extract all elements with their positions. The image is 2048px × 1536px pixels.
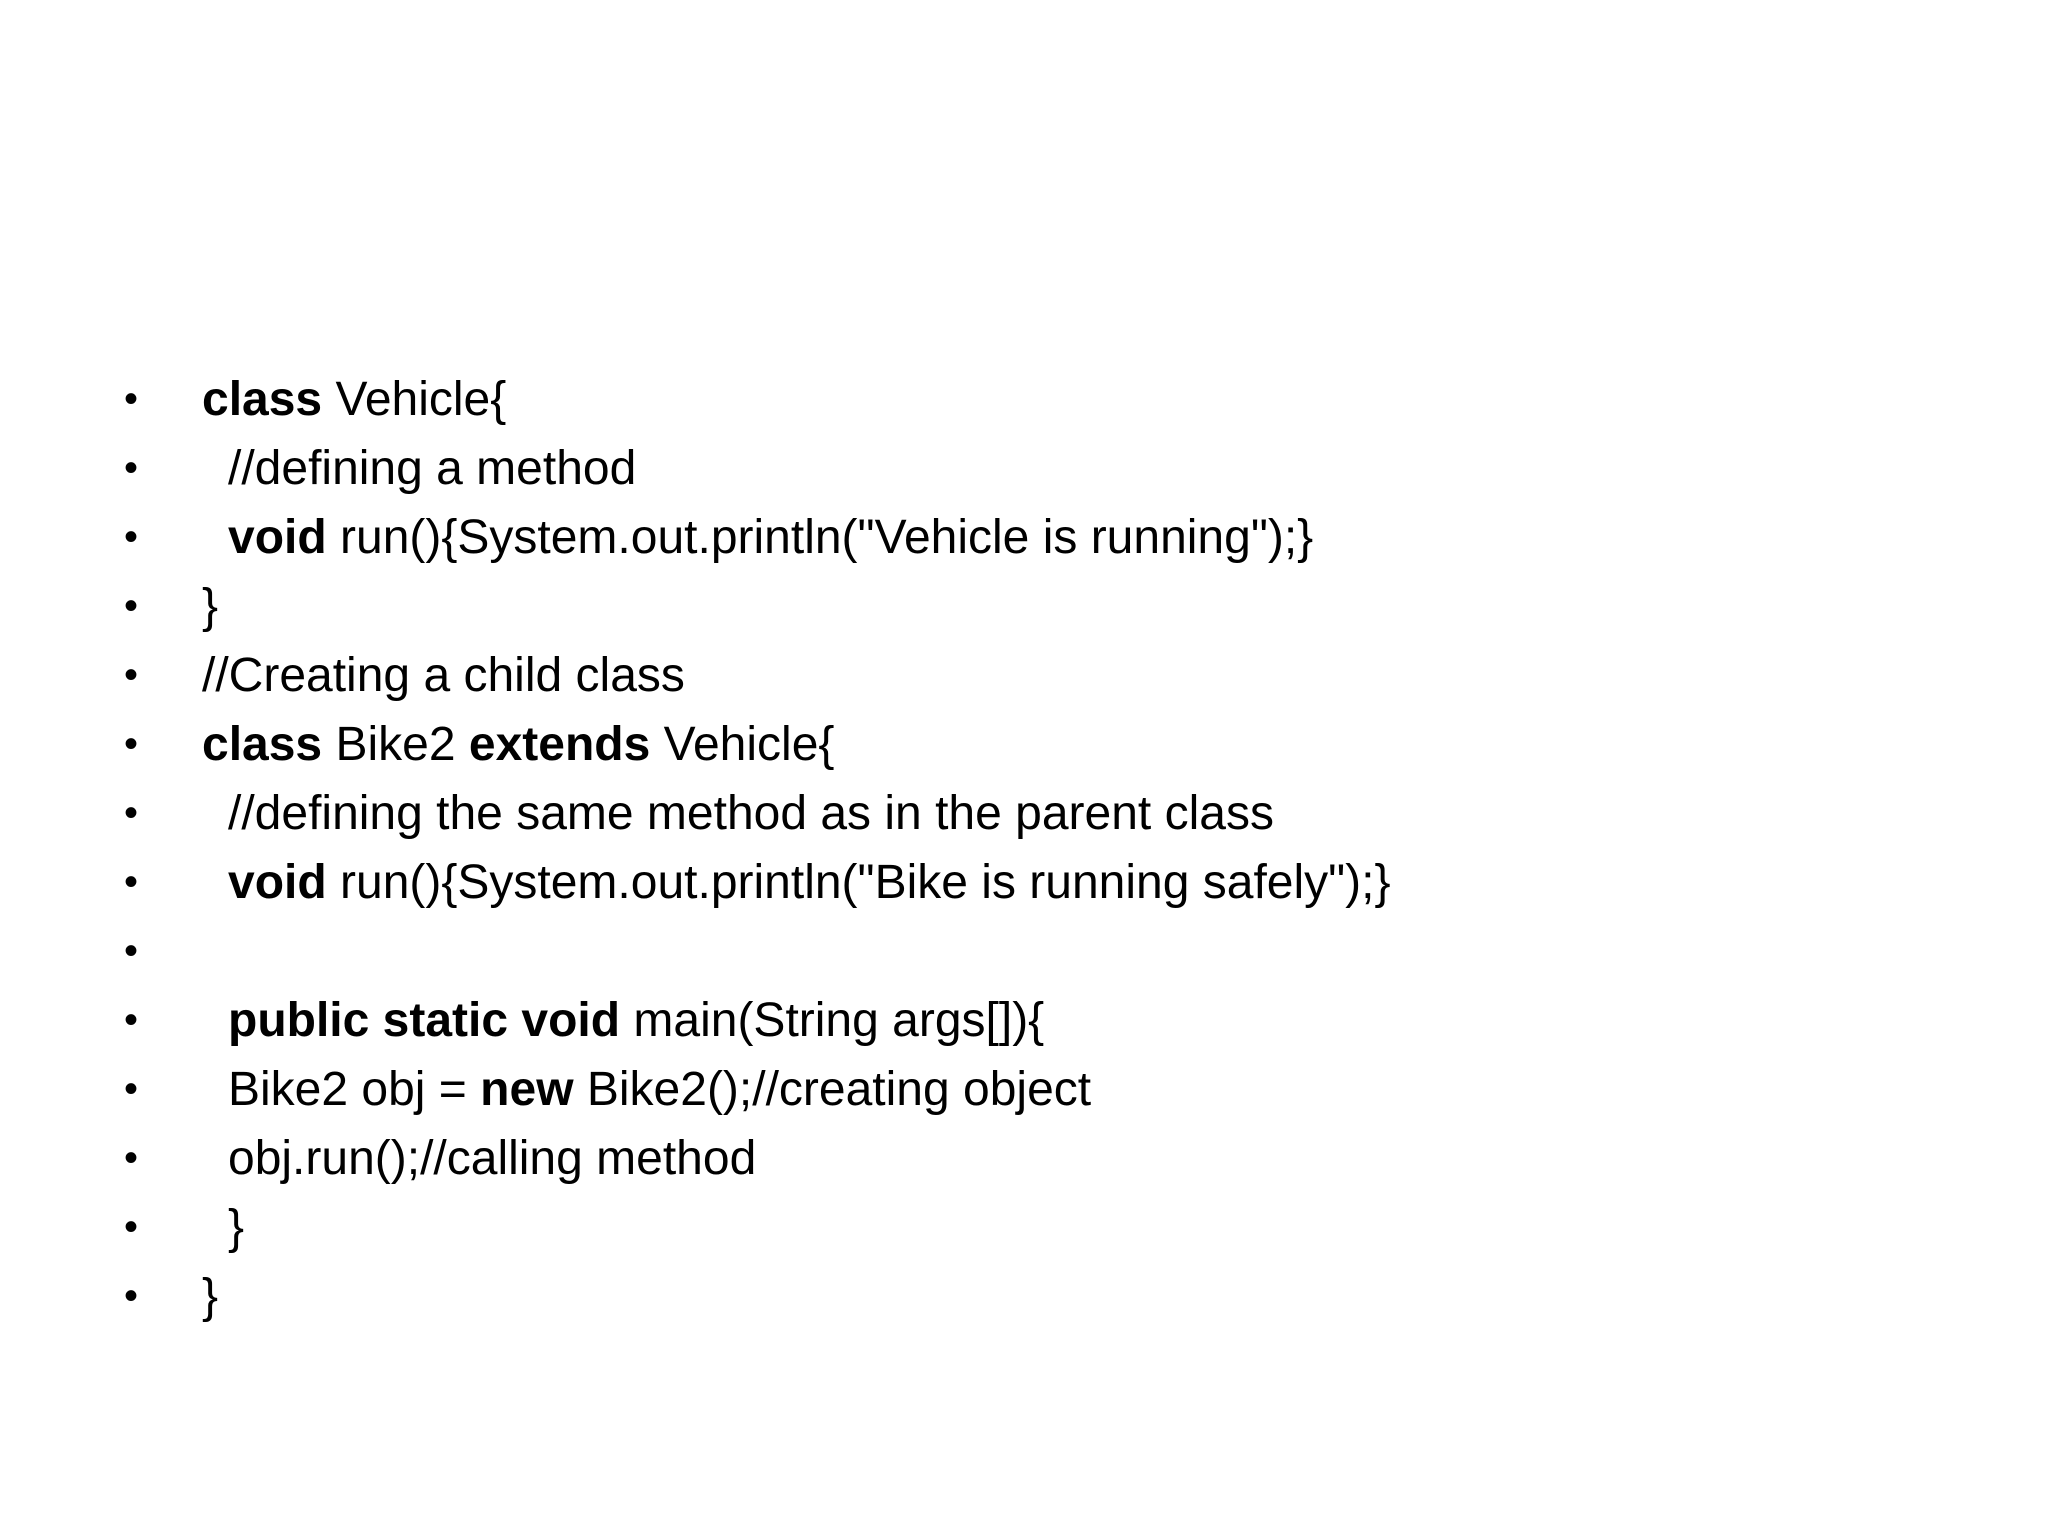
code-text: //Creating a child class	[202, 649, 685, 702]
code-line-text	[228, 434, 636, 503]
bullet-icon: •	[124, 1274, 139, 1318]
code-text: run(){System.out.println("Vehicle is running");}	[326, 511, 1314, 564]
code-text: //defining the same method as in the parent class	[228, 787, 1274, 840]
code-text: Vehicle{	[650, 718, 835, 771]
code-text: obj.run();//calling method	[228, 1132, 757, 1185]
bullet-icon: •	[124, 791, 139, 835]
bullet-icon: •	[124, 1067, 139, 1111]
bullet-icon: •	[124, 653, 139, 697]
code-line-text	[228, 1124, 756, 1193]
code-line-text	[228, 848, 1391, 917]
bullet-icon: •	[124, 1136, 139, 1180]
code-line-text	[228, 986, 1044, 1055]
code-keyword: public static void	[228, 994, 621, 1047]
bullet-icon: •	[124, 377, 139, 421]
code-keyword: class	[202, 718, 323, 771]
code-line-text	[202, 641, 685, 710]
code-text: Bike2	[322, 718, 469, 771]
code-keyword: extends	[468, 718, 651, 771]
code-line-text	[228, 503, 1313, 572]
bullet-icon: •	[124, 446, 139, 490]
code-text: main(String args[]){	[620, 994, 1045, 1047]
code-keyword: void	[228, 511, 327, 564]
code-line-text	[202, 1262, 218, 1331]
bullet-icon: •	[124, 998, 139, 1042]
code-text: run(){System.out.println("Bike is running safely");}	[326, 856, 1391, 909]
code-line-text	[228, 1055, 1091, 1124]
code-text: Vehicle{	[322, 373, 507, 426]
code-keyword: class	[202, 373, 323, 426]
code-line-text	[228, 779, 1274, 848]
bullet-icon: •	[124, 929, 139, 973]
bullet-icon: •	[124, 515, 139, 559]
code-line-text	[202, 572, 218, 641]
bullet-icon: •	[124, 584, 139, 628]
bullet-icon: •	[124, 860, 139, 904]
code-text: }	[228, 1201, 245, 1254]
code-text: Bike2 obj =	[228, 1063, 481, 1116]
code-text: }	[202, 1270, 219, 1323]
code-text: }	[202, 580, 219, 633]
code-line-text	[228, 1193, 244, 1262]
code-keyword: new	[480, 1063, 574, 1116]
bullet-icon: •	[124, 722, 139, 766]
code-line-text	[202, 710, 834, 779]
bullet-icon: •	[124, 1205, 139, 1249]
code-line-text	[202, 365, 506, 434]
code-text: Bike2();//creating object	[573, 1063, 1092, 1116]
code-keyword: void	[228, 856, 327, 909]
code-text: //defining a method	[228, 442, 637, 495]
